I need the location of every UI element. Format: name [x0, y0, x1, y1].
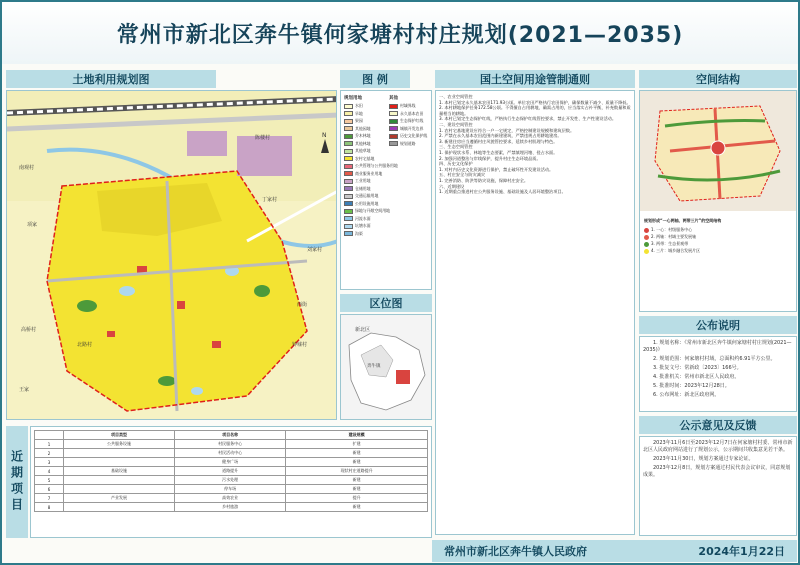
table-cell: 扩建	[286, 440, 428, 449]
public-block-3	[212, 341, 221, 348]
legend-swatch	[389, 104, 398, 109]
control-rules-text	[439, 94, 631, 195]
recent-projects-label: 近期项目	[6, 426, 28, 538]
legend-item	[389, 126, 427, 133]
forest-patch-1	[77, 300, 97, 312]
legend-swatch	[344, 164, 353, 169]
legend-swatch	[344, 194, 353, 199]
text-paragraph: 1. 完善消防、防洪等防灾设施，保障村庄安全。	[439, 177, 529, 183]
land-use-header: 土地利用规划图	[6, 70, 216, 88]
legend-other-column: 其他 村域界线 永久基本农田 生态保护红线 城镇开发边界 历史文化保护线 规划道路	[389, 96, 428, 146]
legend-label: 其他草地	[355, 148, 371, 154]
control-rules-panel	[435, 90, 635, 535]
table-cell: 8	[35, 503, 64, 512]
table-cell: 污水处理	[175, 476, 286, 485]
spatial-structure-map	[640, 91, 797, 211]
legend-label: 水田	[355, 103, 363, 109]
structure-item	[644, 241, 792, 247]
legend-swatch	[344, 141, 353, 146]
legend-item	[389, 133, 427, 140]
map-label-gaoqiao: 高桥村	[21, 327, 37, 333]
map-label-xijie: 西街	[297, 302, 308, 308]
table-cell	[63, 476, 174, 485]
notice-panel	[639, 336, 797, 412]
legend-label: 交通运输用地	[355, 193, 379, 199]
recent-projects-table-panel	[30, 426, 432, 538]
legend-label: 城镇开发边界	[400, 125, 424, 131]
legend-swatch	[344, 119, 353, 124]
legend-label: 公共管理与公共服务用地	[355, 163, 398, 169]
legend-item	[344, 208, 398, 215]
feedback-panel	[639, 436, 797, 536]
table-cell	[63, 485, 174, 494]
legend-swatch	[344, 111, 353, 116]
text-paragraph: 1. 本村已划定永久基本农田171.93公顷。单位农田严格执行农田保护，确保数量不减少、质量不降低。	[439, 99, 631, 105]
table-cell: 新建	[286, 476, 428, 485]
legend-label: 工业用地	[355, 178, 371, 184]
legend-label: 乔木林地	[355, 133, 371, 139]
legend-swatch	[344, 171, 353, 176]
table-cell: 现状村庄道路提升	[286, 467, 428, 476]
legend-label: 果园	[355, 118, 363, 124]
location-map-svg	[341, 315, 432, 420]
text-paragraph: 三、生态空间管控	[439, 144, 473, 150]
legend-other-list	[389, 103, 427, 147]
map-label-nanguan: 南观村	[19, 165, 35, 171]
legend-item	[389, 111, 427, 118]
table-cell: 公共服务设施	[63, 440, 174, 449]
spatial-structure-panel	[639, 90, 797, 312]
footer-issuer: 常州市新北区奔牛镇人民政府	[444, 545, 587, 558]
legend-item	[344, 186, 398, 193]
text-paragraph: 2. 规划范围：何家塘村村域，总面积约6.91平方公里。	[653, 356, 776, 362]
table-cell	[63, 449, 174, 458]
table-cell: 2	[35, 449, 64, 458]
structure-item	[644, 234, 792, 240]
control-rules-header: 国土空间用途管制通则	[435, 70, 635, 88]
table-cell: 新建	[286, 485, 428, 494]
legend-item	[344, 163, 398, 170]
legend-panel	[340, 90, 432, 290]
table-cell: 健身广场	[175, 458, 286, 467]
table-cell: 提升	[286, 494, 428, 503]
legend-label: 坑塘水面	[355, 223, 371, 229]
map-label-chenlou: 陈楼村	[255, 135, 271, 141]
table-cell: 新建	[286, 449, 428, 458]
industrial-block-1	[237, 136, 292, 176]
table-cell: 新建	[286, 503, 428, 512]
legend-label: 仓储用地	[355, 185, 371, 191]
text-paragraph: 二、建设空间管控	[439, 121, 473, 127]
recent-projects-table	[34, 430, 428, 512]
pond-3	[191, 387, 203, 395]
text-paragraph: 3. 批复文号：常新政〔2023〕166号。	[653, 365, 742, 371]
legend-swatch	[344, 209, 353, 214]
text-paragraph: 4. 批准机关：常州市新北区人民政府。	[653, 374, 740, 380]
table-cell: 1	[35, 440, 64, 449]
legend-item	[344, 171, 398, 178]
table-row	[35, 476, 428, 485]
structure-dot-icon	[644, 249, 649, 254]
legend-item	[344, 223, 398, 230]
structure-item	[644, 248, 792, 254]
location-header: 区位图	[340, 294, 432, 312]
table-cell: 村民服务中心	[175, 440, 286, 449]
svg-text:N: N	[322, 132, 327, 139]
legend-swatch	[344, 149, 353, 154]
legend-swatch	[344, 134, 353, 139]
text-paragraph: 1. 规划名称：《常州市新北区奔牛镇何家塘村村庄规划(2021—2035)》	[643, 340, 792, 353]
legend-swatch	[389, 111, 398, 116]
text-paragraph: 2. 加强河道整治与岸线保护，提升村庄生态环境品质。	[439, 155, 541, 161]
structure-summary: 规划形成“一心两轴、两带三片”的空间结构	[644, 218, 722, 223]
table-cell	[35, 431, 64, 440]
structure-dot-icon	[644, 235, 649, 240]
table-row	[35, 449, 428, 458]
location-map[interactable]	[340, 314, 432, 420]
text-paragraph: 2023年12月8日，规划方案通过村民代表会议审议，同意规划成果。	[643, 465, 791, 478]
page-title: 常州市新北区奔牛镇何家塘村村庄规划(2021—2035)	[116, 22, 684, 48]
table-cell: 基础设施	[63, 467, 174, 476]
legend-label: 规划道路	[400, 140, 416, 146]
legend-item	[344, 216, 398, 223]
table-cell: 6	[35, 485, 64, 494]
text-paragraph: 1. 保护现状水系、林地等生态要素，严禁填埋河塘、侵占水面。	[439, 149, 558, 155]
legend-label: 永久基本农田	[400, 110, 424, 116]
legend-swatch	[389, 134, 398, 139]
public-block-2	[177, 301, 185, 309]
table-row	[35, 467, 428, 476]
legend-swatch	[389, 126, 398, 131]
legend-label: 沟渠	[355, 230, 363, 236]
table-cell: 村民活动中心	[175, 449, 286, 458]
map-label-liujia: 刘家村	[307, 247, 323, 253]
table-cell: 项目名称	[175, 431, 286, 440]
structure-item	[644, 227, 792, 233]
pond-1	[119, 286, 135, 296]
legend-label: 公用设施用地	[355, 200, 379, 206]
table-cell: 高效农业	[175, 494, 286, 503]
legend-swatch	[344, 186, 353, 191]
legend-swatch	[344, 156, 353, 161]
table-row	[35, 431, 428, 440]
legend-label: 绿地与开敞空间用地	[355, 208, 391, 214]
legend-swatch	[344, 201, 353, 206]
structure-legend	[640, 215, 796, 257]
industrial-block-2	[187, 131, 227, 156]
table-cell	[63, 458, 174, 467]
legend-item	[344, 231, 398, 238]
legend-swatch	[344, 231, 353, 236]
text-paragraph: 5. 批准时间：2023年12月28日。	[653, 383, 730, 389]
map-label-wanjia: 王家	[19, 387, 30, 393]
text-paragraph: 四、历史文化保护	[439, 161, 473, 167]
notice-header: 公布说明	[639, 316, 797, 334]
legend-label: 其他林地	[355, 140, 371, 146]
text-paragraph: 六、近期建设	[439, 183, 465, 189]
forest-patch-2	[254, 285, 270, 297]
text-paragraph: 1. 近期重点推进村庄公共服务设施、基础设施及人居环境整治项目。	[439, 189, 566, 195]
legend-label: 村域界线	[400, 103, 416, 109]
public-block-4	[107, 331, 115, 337]
table-row	[35, 503, 428, 512]
legend-item	[344, 156, 398, 163]
legend-item	[389, 103, 427, 110]
table-cell: 项目类型	[63, 431, 174, 440]
text-paragraph: 一、农业空间管控	[439, 94, 473, 99]
text-paragraph: 1. 对村内历史文化资源进行保护，禁止破坏性开发建设活动。	[439, 166, 554, 172]
legend-item	[344, 193, 398, 200]
legend-label: 其他园地	[355, 125, 371, 131]
table-row	[35, 485, 428, 494]
legend-swatch	[344, 216, 353, 221]
text-paragraph: 2. 本村耕地保护任务172.58公顷。不得擅自占用耕地，确需占用的，应当落实占补平衡，补充数量和质量相当的耕地。	[439, 105, 631, 116]
land-use-map[interactable]	[6, 90, 337, 420]
table-cell: 5	[35, 476, 64, 485]
structure-dot-icon	[644, 228, 649, 233]
legend-land-column: 规划用地 水田 旱地 果园 其他园地 乔木林地 其他林地 其他草地 农村宅基地 公共管理与公共服务用地 商业服务业用地 工业用地 仓储用地 交通运输用地 公用设施用地 绿地与开敞空间用地 河流水面 坑塘水面 沟渠	[344, 96, 398, 236]
table-cell: 乡村旅游	[175, 503, 286, 512]
spatial-structure-header: 空间结构	[639, 70, 797, 88]
land-use-map-svg	[7, 91, 337, 420]
text-paragraph: 五、村庄安全与防灾减灾	[439, 172, 486, 178]
structure-item-label: 1. 一心：村级服务中心	[651, 227, 693, 232]
structure-dot-icon	[644, 242, 649, 247]
structure-center	[711, 141, 725, 155]
text-paragraph: 6. 公布网址：新北区政府网。	[653, 392, 720, 398]
table-cell: 新建	[286, 458, 428, 467]
legend-item	[344, 178, 398, 185]
table-cell: 3	[35, 458, 64, 467]
legend-item	[389, 118, 427, 125]
table-row	[35, 494, 428, 503]
structure-item-label: 3. 两带：生态景观带	[651, 241, 689, 246]
legend-swatch	[389, 119, 398, 124]
legend-label: 生态保护红线	[400, 118, 424, 124]
legend-item	[344, 201, 398, 208]
legend-swatch	[344, 224, 353, 229]
text-paragraph: 2. 严禁在永久基本农田范围内新建建筑，严禁违规占用耕地建房。	[439, 133, 562, 139]
legend-label: 历史文化保护线	[400, 133, 428, 139]
legend-swatch	[344, 179, 353, 184]
forest-patch-3	[158, 376, 176, 386]
text-paragraph: 2023年11月6日至2023年12月7日在何家塘村村委、常州市新北区人民政府网站进行了规划公示，公示期间共收集意见若干条。	[643, 440, 793, 453]
text-paragraph: 2023年11月30日，规划方案通过专家论证。	[653, 456, 754, 462]
table-cell	[63, 503, 174, 512]
footer-date: 2024年1月22日	[698, 545, 785, 558]
map-label-zhongxu: 钟墟村	[292, 342, 308, 348]
location-label-town: 奔牛镇	[367, 364, 381, 369]
table-cell: 7	[35, 494, 64, 503]
legend-label: 农村宅基地	[355, 155, 375, 161]
legend-label: 旱地	[355, 110, 363, 116]
location-label-city: 新北区	[355, 327, 371, 333]
table-cell: 道路提升	[175, 467, 286, 476]
table-cell: 停车场	[175, 485, 286, 494]
table-cell: 建设规模	[286, 431, 428, 440]
text-paragraph: 1. 农村宅基地建设应符合一户一宅规定，严格控制建设规模和建筑层数。	[439, 127, 575, 133]
legend-swatch	[344, 104, 353, 109]
text-paragraph: 3. 新建住房应当遵循村庄风貌管控要求，延续乡村肌理与特色。	[439, 138, 558, 144]
map-label-xiangjia: 项家	[27, 222, 38, 228]
legend-item	[389, 141, 427, 148]
table-cell: 产业发展	[63, 494, 174, 503]
feedback-header: 公示意见及反馈	[639, 416, 797, 434]
table-cell: 4	[35, 467, 64, 476]
legend-item	[344, 148, 398, 155]
legend-label: 商业服务业用地	[355, 170, 383, 176]
title-bar	[2, 2, 798, 64]
table-row	[35, 458, 428, 467]
legend-label: 河流水面	[355, 215, 371, 221]
legend-swatch	[344, 126, 353, 131]
map-label-beilu: 北路村	[77, 342, 93, 348]
footer	[432, 540, 797, 562]
structure-item-label: 2. 两轴：村域主要发展轴	[651, 234, 697, 239]
structure-item-label: 4. 三片：城乡融合发展片区	[651, 248, 701, 253]
map-label-dingjia: 丁家村	[262, 197, 278, 203]
table-row	[35, 440, 428, 449]
legend-swatch	[389, 141, 398, 146]
text-paragraph: 3. 本村已划定生态保护红线，严格执行生态保护红线管控要求，禁止开发性、生产性建设活动。	[439, 116, 617, 122]
legend-header: 图 例	[340, 70, 410, 88]
village-location-marker	[396, 370, 410, 384]
